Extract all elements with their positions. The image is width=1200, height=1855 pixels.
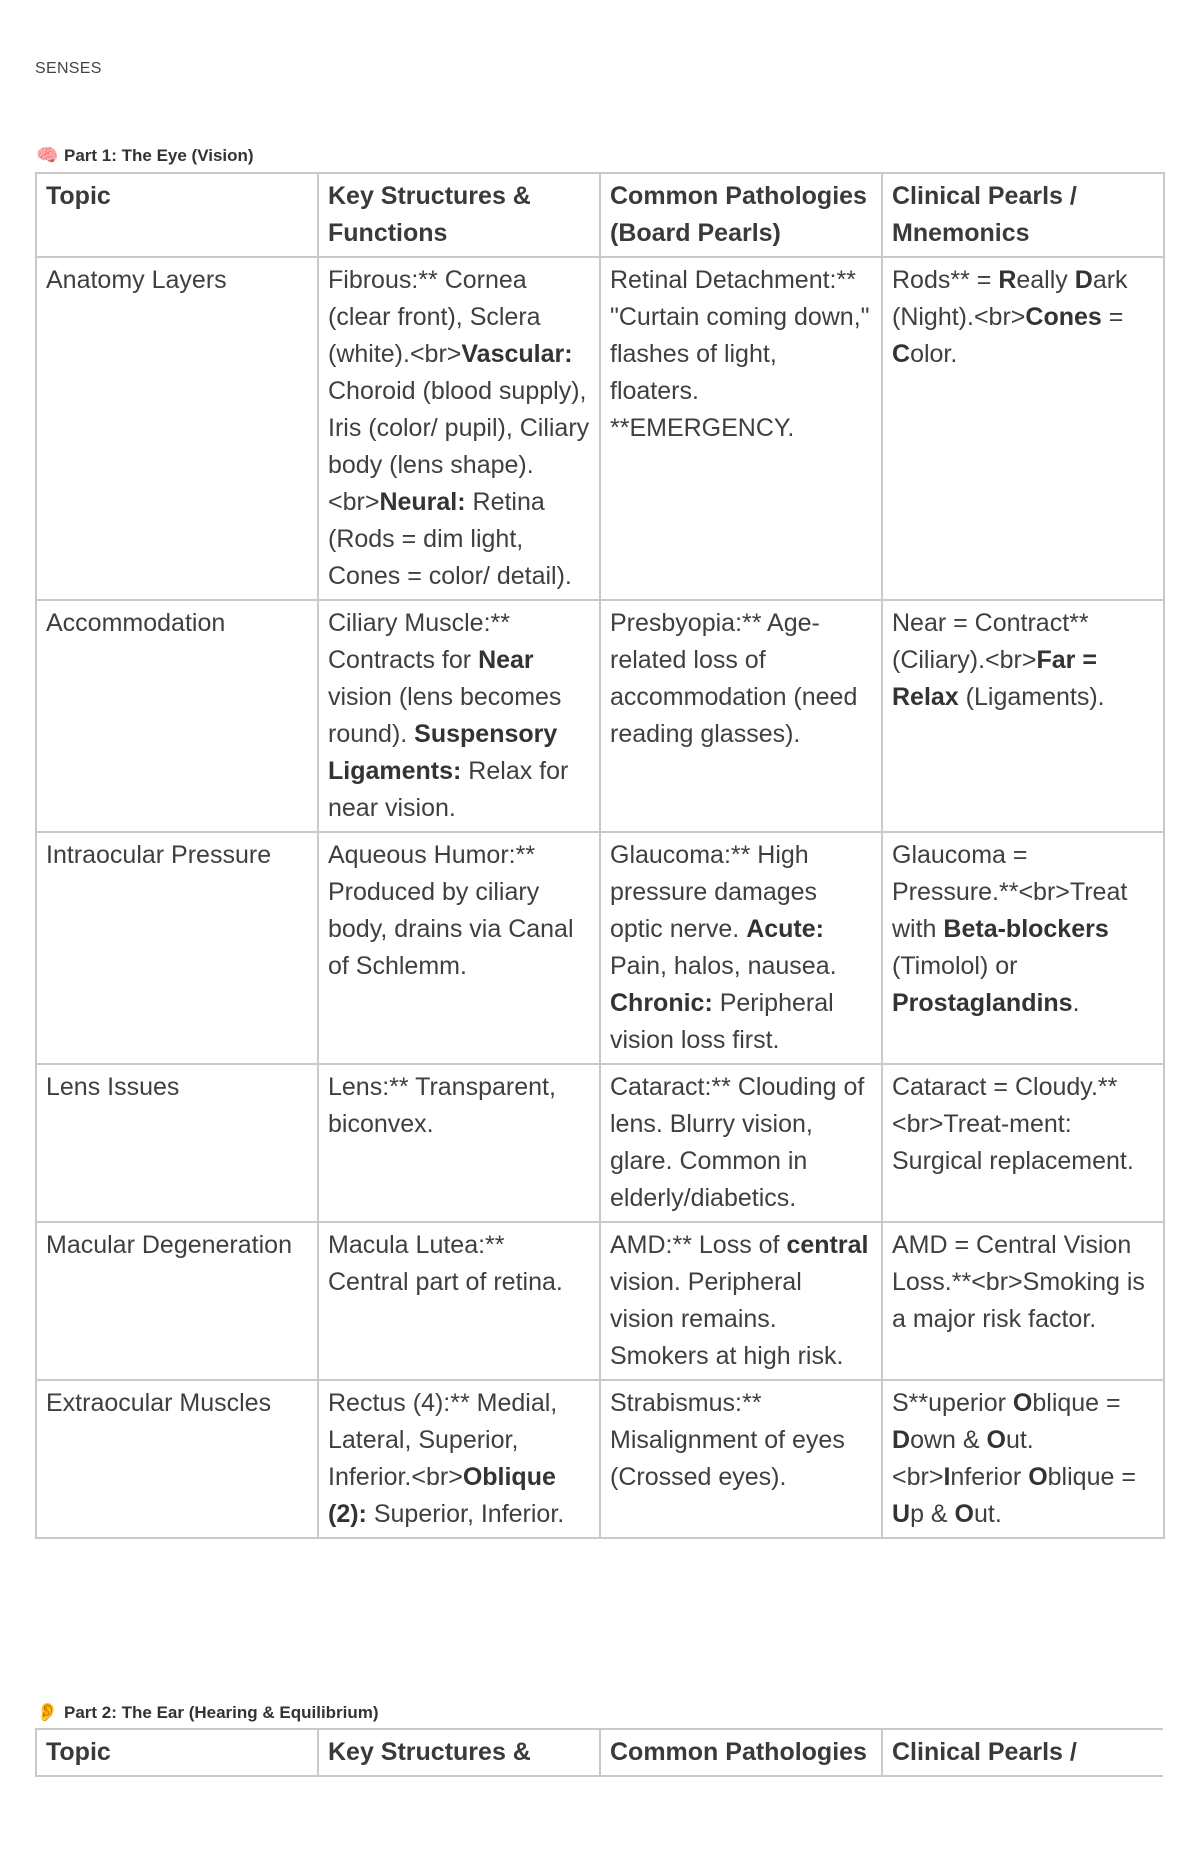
table-row: [36, 257, 1164, 600]
cell-pearls: AMD = Central Vision Loss.**<br>Smoking is a major risk factor.: [882, 1222, 1164, 1380]
table-header-row: [36, 173, 1164, 257]
cell-pearls: Cataract = Cloudy.**<br>Treat-ment: Surgical replacement.: [882, 1064, 1164, 1222]
cell-topic: Extraocular Muscles: [36, 1380, 318, 1538]
cell-topic: Intraocular Pressure: [36, 832, 318, 1064]
column-header-structures: Key Structures & Functions: [318, 173, 600, 257]
ear-table: [35, 1728, 1163, 1777]
cell-pearls: Rods** = Really Dark (Night).<br>Cones = Color.: [882, 257, 1164, 600]
cell-topic: Lens Issues: [36, 1064, 318, 1222]
cell-pathology: Strabismus:** Misalignment of eyes (Crossed eyes).: [600, 1380, 882, 1538]
ear-table-wrapper: [35, 1728, 1163, 1796]
cell-pathology: Presbyopia:** Age-related loss of accommodation (need reading glasses).: [600, 600, 882, 832]
section-title-text: Part 1: The Eye (Vision): [64, 145, 254, 165]
column-header-pearls: Clinical Pearls / Mnemonics: [882, 173, 1164, 257]
cell-structures: Rectus (4):** Medial, Lateral, Superior, Inferior.<br>Oblique (2): Superior, Inferior.: [318, 1380, 600, 1538]
table-header-row: [36, 1729, 1163, 1776]
section-title-ear: [36, 1702, 379, 1723]
page-header: SENSES: [35, 60, 102, 77]
table-row: [36, 1222, 1164, 1380]
table-row: [36, 832, 1164, 1064]
ear-icon: 👂: [36, 1702, 59, 1722]
cell-pearls: Near = Contract** (Ciliary).<br>Far = Relax (Ligaments).: [882, 600, 1164, 832]
cell-structures: Fibrous:** Cornea (clear front), Sclera (white).<br>Vascular: Choroid (blood supply), Iris (color/ pupil), Ciliary body (lens shape).<br>Neural: Retina (Rods = dim light, Cones = color/ detail).: [318, 257, 600, 600]
table-row: [36, 1064, 1164, 1222]
section-title-eye: [36, 145, 254, 166]
cell-pathology: AMD:** Loss of central vision. Peripheral vision remains. Smokers at high risk.: [600, 1222, 882, 1380]
column-header-topic: Topic: [36, 173, 318, 257]
section-title-text: Part 2: The Ear (Hearing & Equilibrium): [64, 1702, 379, 1722]
cell-topic: Macular Degeneration: [36, 1222, 318, 1380]
cell-topic: Anatomy Layers: [36, 257, 318, 600]
cell-structures: Aqueous Humor:** Produced by ciliary body, drains via Canal of Schlemm.: [318, 832, 600, 1064]
cell-pathology: Cataract:** Clouding of lens. Blurry vision, glare. Common in elderly/diabetics.: [600, 1064, 882, 1222]
cell-structures: Lens:** Transparent, biconvex.: [318, 1064, 600, 1222]
table-row: [36, 1380, 1164, 1538]
cell-structures: Macula Lutea:** Central part of retina.: [318, 1222, 600, 1380]
cell-structures: Ciliary Muscle:** Contracts for Near vision (lens becomes round). Suspensory Ligaments: Relax for near vision.: [318, 600, 600, 832]
eye-table: [35, 172, 1165, 1539]
column-header-structures: Key Structures &: [318, 1729, 600, 1776]
table-row: [36, 600, 1164, 832]
cell-topic: Accommodation: [36, 600, 318, 832]
column-header-pearls: Clinical Pearls /: [882, 1729, 1163, 1776]
column-header-pathologies: Common Pathologies: [600, 1729, 882, 1776]
cell-pathology: Retinal Detachment:** "Curtain coming down," flashes of light, floaters. **EMERGENCY.: [600, 257, 882, 600]
brain-icon: 🧠: [36, 145, 59, 165]
cell-pathology: Glaucoma:** High pressure damages optic nerve. Acute: Pain, halos, nausea. Chronic: Peripheral vision loss first.: [600, 832, 882, 1064]
cell-pearls: S**uperior Oblique = Down & Out.<br>Inferior Oblique = Up & Out.: [882, 1380, 1164, 1538]
column-header-pathologies: Common Pathologies (Board Pearls): [600, 173, 882, 257]
cell-pearls: Glaucoma = Pressure.**<br>Treat with Beta-blockers (Timolol) or Prostaglandins.: [882, 832, 1164, 1064]
column-header-topic: Topic: [36, 1729, 318, 1776]
